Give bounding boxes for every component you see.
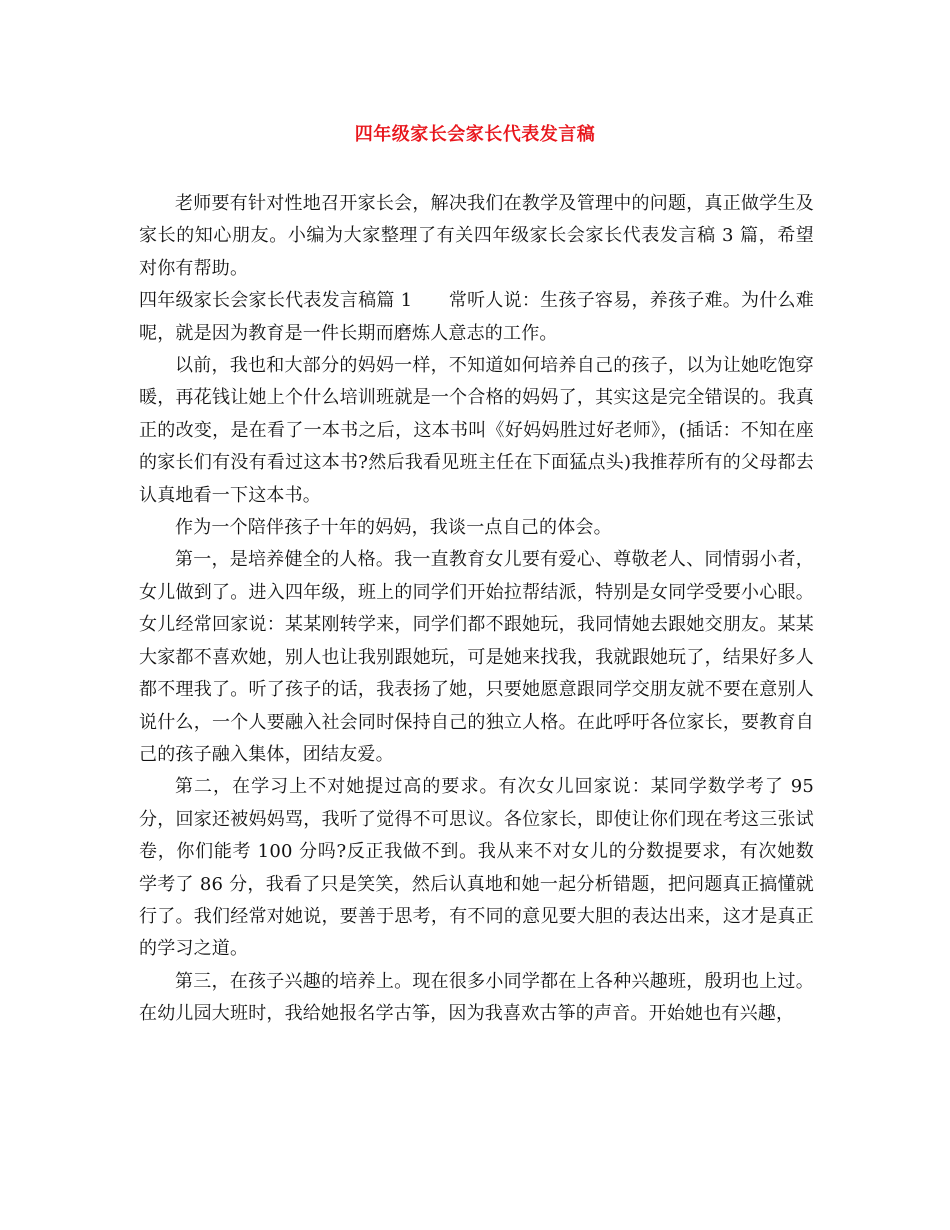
paragraph-point-three: 第三，在孩子兴趣的培养上。现在很多小同学都在上各种兴趣班，殷玥也上过。在幼儿园大班时，我给她报名学古筝，因为我喜欢古筝的声音。开始她也有兴趣， [139, 970, 814, 1025]
document-title: 四年级家长会家长代表发言稿 [354, 124, 596, 145]
document-body [139, 188, 814, 1031]
paragraph-intro: 老师要有针对性地召开家长会，解决我们在教学及管理中的问题，真正做学生及家长的知心朋友。小编为大家整理了有关四年级家长会家长代表发言稿 3 篇，希望对你有帮助。 [139, 193, 814, 279]
paragraph-point-one: 第一，是培养健全的人格。我一直教育女儿要有爱心、尊敬老人、同情弱小者，女儿做到了。进入四年级，班上的同学们开始拉帮结派，特别是女同学受要小心眼。女儿经常回家说：某某刚转学来，同学们都不跟她玩，我同情她去跟她交朋友。某某大家都不喜欢她，别人也让我别跟她玩，可是她来找我，我就跟她玩了，结果好多人都不理我了。听了孩子的话，我表扬了她，只要她愿意跟同学交朋友就不要在意别人说什么，一个人要融入社会同时保持自己的独立人格。在此呼吁各位家长，要教育自己的孩子融入集体，团结友爱。 [139, 549, 814, 765]
paragraph-section-heading: 四年级家长会家长代表发言稿篇 1 常听人说：生孩子容易，养孩子难。为什么难呢，就是因为教育是一件长期而磨炼人意志的工作。 [139, 290, 814, 344]
paragraph-point-two: 第二，在学习上不对她提过高的要求。有次女儿回家说：某同学数学考了 95 分，回家还被妈妈骂，我听了觉得不可思议。各位家长，即使让你们现在考这三张试卷，你们能考 100 分吗?反正我做不到。我从来不对女儿的分数提要求，有次她数学考了 86 分，我看了只是笑笑，然后认真地和她一起分析错题，把问题真正搞懂就行了。我们经常对她说，要善于思考，有不同的意见要大胆的表达出来，这才是真正的学习之道。 [139, 776, 814, 960]
paragraph-experience: 作为一个陪伴孩子十年的妈妈，我谈一点自己的体会。 [175, 517, 612, 539]
paragraph-before: 以前，我也和大部分的妈妈一样，不知道如何培养自己的孩子，以为让她吃饱穿暖，再花钱让她上个什么培训班就是一个合格的妈妈了，其实这是完全错误的。我真正的改变，是在看了一本书之后，这本书叫《好妈妈胜过好老师》，(插话：不知在座的家长们有没有看过这本书?然后我看见班主任在下面猛点头)我推荐所有的父母都去认真地看一下这本书。 [139, 355, 814, 506]
